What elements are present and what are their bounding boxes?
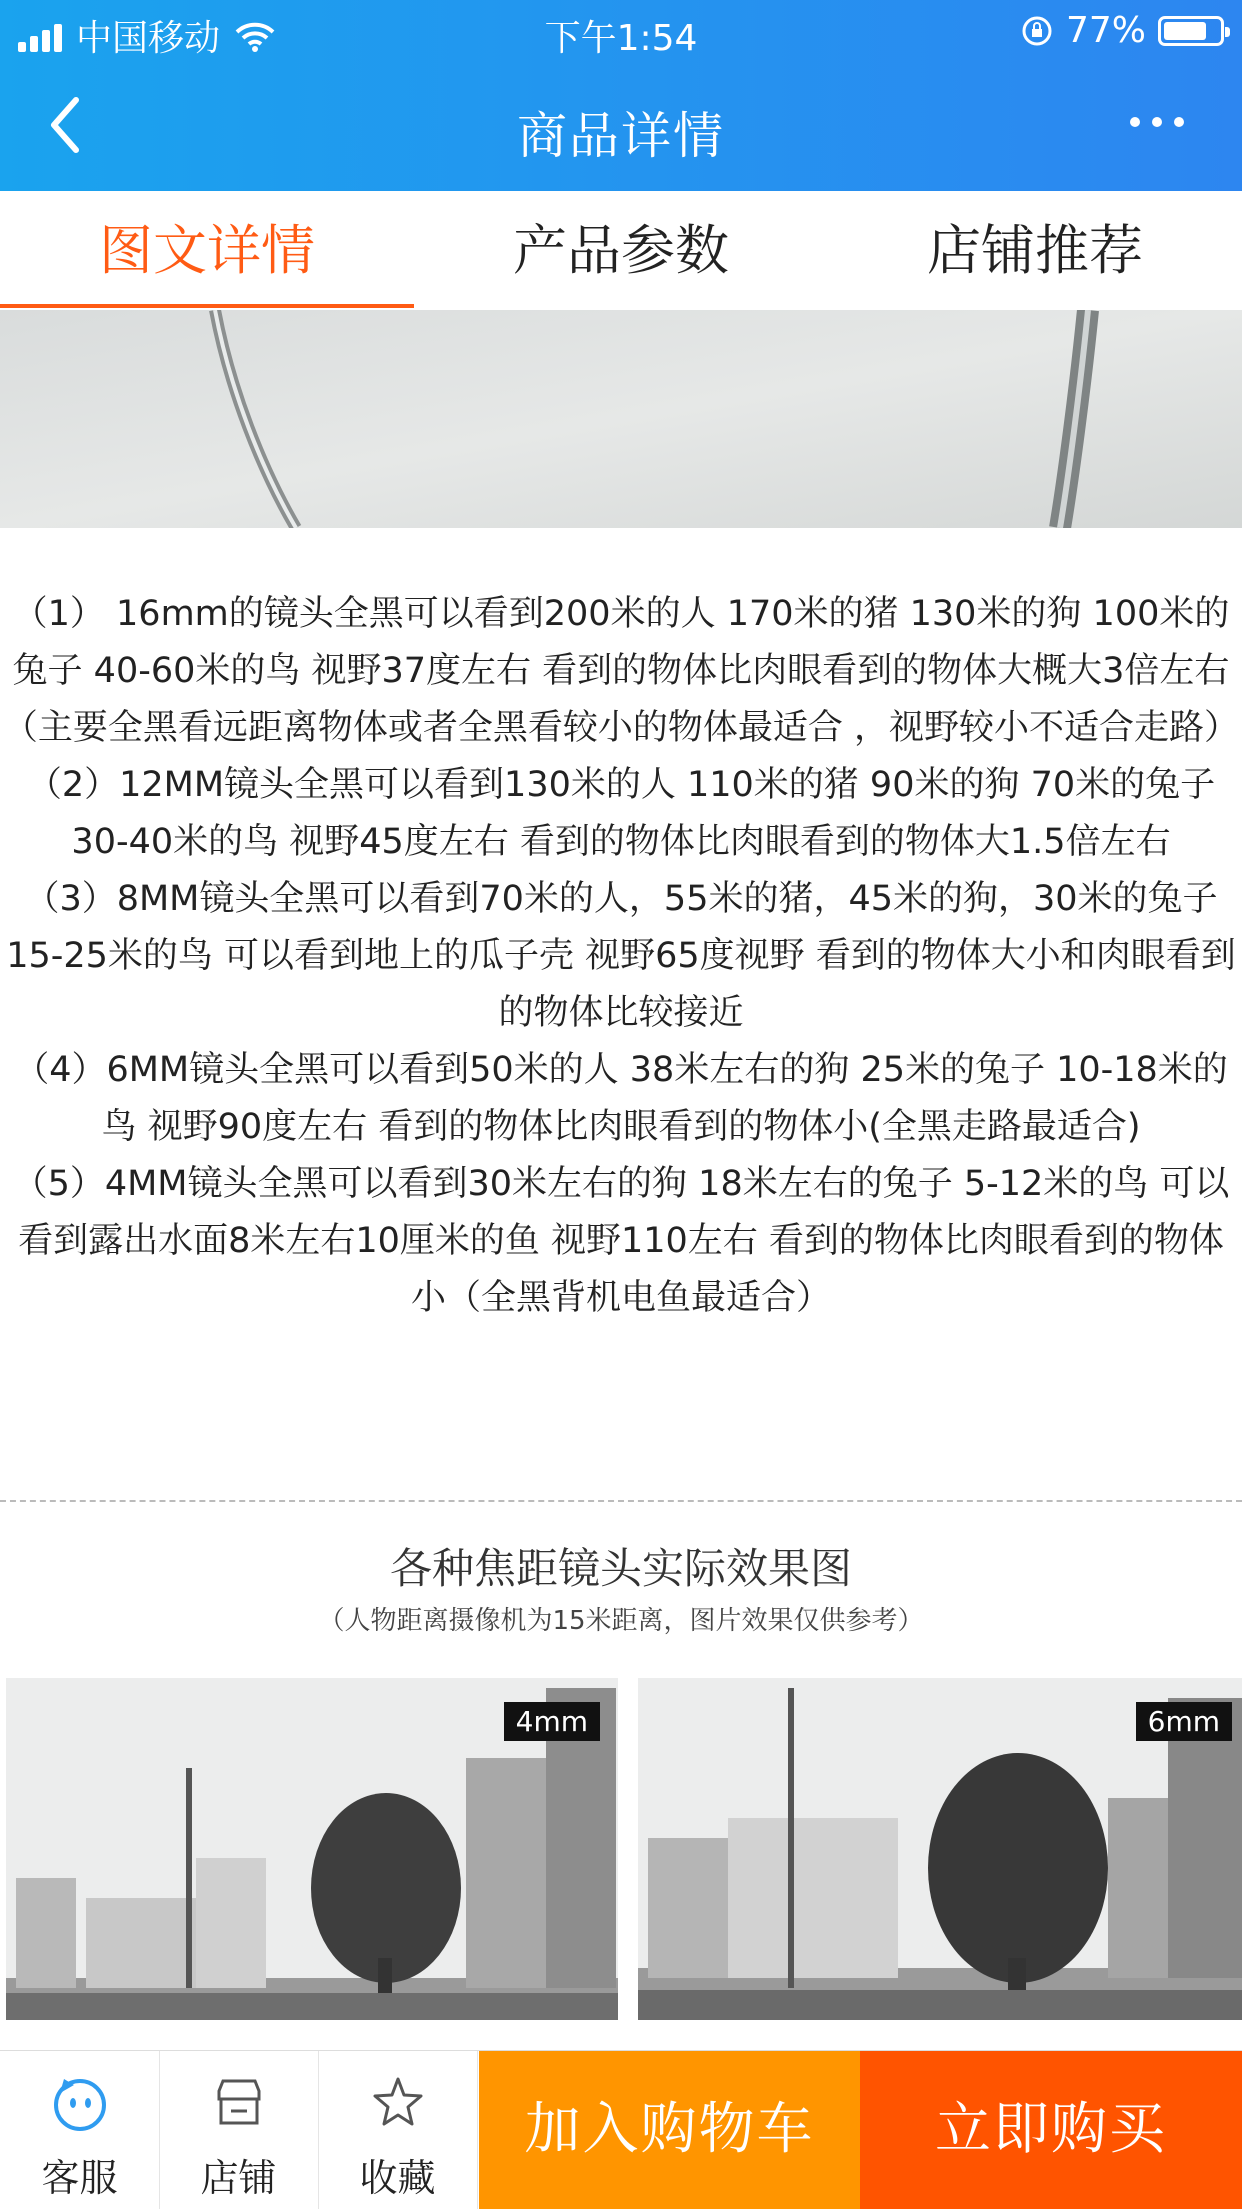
more-icon[interactable] xyxy=(1122,102,1192,142)
active-tab-indicator xyxy=(0,304,414,308)
sample-image-6mm xyxy=(638,1678,1242,2020)
buy-now-button[interactable]: 立即购买 xyxy=(860,2051,1242,2209)
rotation-lock-icon xyxy=(1020,14,1054,48)
lens-tag-6mm: 6mm xyxy=(1136,1702,1232,1741)
shop-label: 店铺 xyxy=(200,2156,277,2200)
page-title: 商品详情 xyxy=(517,107,725,165)
product-description xyxy=(0,586,1242,1327)
description-paragraph: （4）6MM镜头全黑可以看到50米的人 38米左右的狗 25米的兔子 10-18米的鸟 视野90度左右 看到的物体比肉眼看到的物体小(全黑走路最适合) xyxy=(14,1050,1228,1147)
nav-bar xyxy=(0,62,1242,191)
description-paragraph: （2）12MM镜头全黑可以看到130米的人 110米的猪 90米的狗 70米的兔子 30-40米的鸟 视野45度左右 看到的物体比肉眼看到的物体大1.5倍左右 xyxy=(26,765,1216,862)
add-to-cart-button[interactable]: 加入购物车 xyxy=(479,2051,860,2209)
customer-service-icon xyxy=(50,2073,110,2133)
battery-fill xyxy=(1164,22,1206,40)
favorite-label: 收藏 xyxy=(359,2156,436,2200)
tab-shop-recommend[interactable]: 店铺推荐 xyxy=(927,219,1143,282)
lens-tag-4mm: 4mm xyxy=(504,1702,600,1741)
product-photo xyxy=(0,310,1242,528)
description-paragraph: （3）8MM镜头全黑可以看到70米的人，55米的猪，45米的狗，30米的兔子 15-25米的鸟 可以看到地上的瓜子壳 视野65度视野 看到的物体大小和肉眼看到的物体比较接近 xyxy=(6,879,1236,1033)
star-icon xyxy=(368,2073,428,2133)
customer-service-button[interactable] xyxy=(0,2051,160,2209)
battery-icon xyxy=(1158,16,1224,46)
carrier-label: 中国移动 xyxy=(76,18,221,59)
header xyxy=(0,0,1242,191)
effect-section-title: 各种焦距镜头实际效果图 xyxy=(389,1544,852,1593)
status-time: 下午1:54 xyxy=(544,18,698,59)
sample-image-4mm xyxy=(6,1678,618,2020)
shop-icon xyxy=(209,2073,269,2133)
section-divider xyxy=(0,1500,1242,1502)
bottom-action-bar xyxy=(0,2050,1242,2209)
battery-percent: 77% xyxy=(1065,10,1146,51)
status-bar xyxy=(0,0,1242,62)
shop-button[interactable] xyxy=(159,2051,319,2209)
description-paragraph: （5）4MM镜头全黑可以看到30米左右的狗 18米左右的兔子 5-12米的鸟 可以看到露出水面8米左右10厘米的鱼 视野110左右 看到的物体比肉眼看到的物体小（全黑背机电鱼最适合） xyxy=(12,1164,1230,1318)
tab-product-params[interactable]: 产品参数 xyxy=(513,219,729,282)
tab-graphic-details[interactable]: 图文详情 xyxy=(99,219,315,282)
tab-bar xyxy=(0,191,1242,312)
description-paragraph: （1） 16mm的镜头全黑可以看到200米的人 170米的猪 130米的狗 100米的兔子 40-60米的鸟 视野37度左右 看到的物体比肉眼看到的物体大概大3倍左右（主要全黑看远距离物体或者全黑看较小的物体最适合 ，视野较小不适合走路） xyxy=(2,594,1240,748)
effect-section-subtitle: （人物距离摄像机为15米距离，图片效果仅供参考） xyxy=(318,1606,924,1636)
favorite-button[interactable] xyxy=(318,2051,478,2209)
customer-service-label: 客服 xyxy=(41,2156,118,2200)
